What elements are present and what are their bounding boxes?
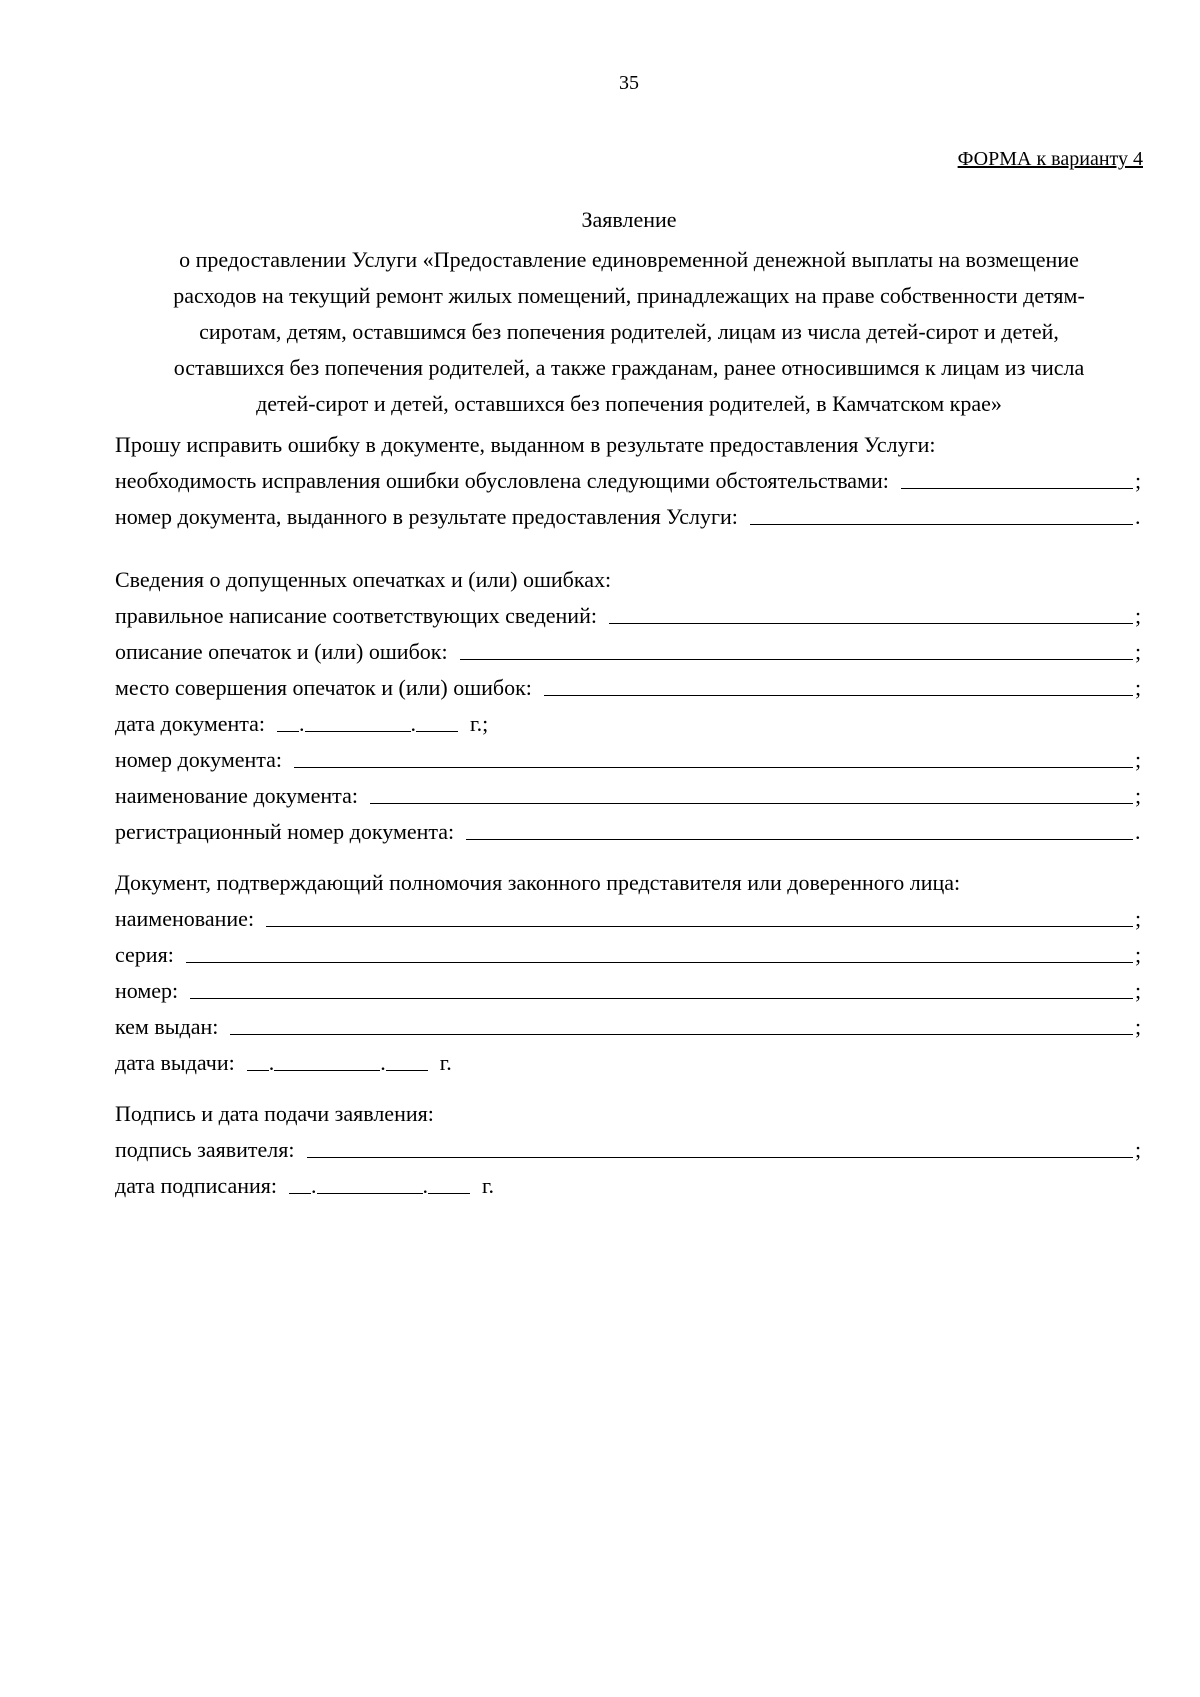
applicant-signature-field[interactable]: [307, 1131, 1133, 1158]
issue-date-field[interactable]: . .: [247, 1044, 428, 1076]
registration-number-field[interactable]: [466, 813, 1133, 840]
request-heading: Прошу исправить ошибку в документе, выданном в результате предоставления Услуги:: [115, 432, 936, 457]
document-name-label: наименование документа:: [115, 783, 358, 808]
document-date-suffix: г.;: [470, 711, 489, 736]
request-section: Прошу исправить ошибку в документе, выданном в результате предоставления Услуги: необходимость исправления ошибки обусловлена следующими обстоятельствами: ; номер документа, выданного в результате предоставления Услуги: .: [115, 432, 1142, 529]
document-subtitle: [115, 242, 1143, 422]
authority-number-label: номер:: [115, 978, 179, 1003]
series-field[interactable]: [186, 936, 1133, 963]
document-title: Заявление: [581, 207, 677, 232]
signing-date-field[interactable]: . .: [289, 1167, 470, 1199]
signature-heading: Подпись и дата подачи заявления:: [115, 1101, 434, 1126]
signature-section: Подпись и дата подачи заявления: подпись заявителя: ; дата подписания: . . г.: [115, 1101, 1142, 1198]
document-date-label: дата документа:: [115, 711, 266, 736]
subtitle-line: о предоставлении Услуги «Предоставление единовременной денежной выплаты на возмещение: [179, 247, 1079, 272]
authority-section: Документ, подтверждающий полномочия законного представителя или доверенного лица: наименование: ; серия: ; номер: ; кем выдан: ; дата выдачи: . . г.: [115, 870, 1142, 1075]
authority-number-field[interactable]: [190, 972, 1133, 999]
authority-heading: Документ, подтверждающий полномочия законного представителя или доверенного лица:: [115, 870, 961, 895]
issue-date-suffix: г.: [439, 1050, 452, 1075]
authority-name-label: наименование:: [115, 906, 255, 931]
document-number-field[interactable]: [294, 741, 1133, 768]
subtitle-line: сиротам, детям, оставшимся без попечения родителей, лицам из числа детей-сирот и детей,: [199, 319, 1059, 344]
document-date-field[interactable]: . .: [277, 705, 458, 737]
correct-spelling-label: правильное написание соответствующих сведений:: [115, 603, 597, 628]
issued-doc-number-label: номер документа, выданного в результате предоставления Услуги:: [115, 504, 738, 529]
issued-by-label: кем выдан:: [115, 1014, 219, 1039]
error-place-label: место совершения опечаток и (или) ошибок:: [115, 675, 532, 700]
error-place-field[interactable]: [544, 669, 1133, 696]
errors-heading: Сведения о допущенных опечатках и (или) ошибках:: [115, 567, 612, 592]
applicant-signature-label: подпись заявителя:: [115, 1137, 295, 1162]
reason-label: необходимость исправления ошибки обусловлена следующими обстоятельствами:: [115, 468, 889, 493]
page-number: 35: [619, 72, 639, 94]
subtitle-line: расходов на текущий ремонт жилых помещений, принадлежащих на праве собственности детям-: [173, 283, 1085, 308]
signing-date-suffix: г.: [482, 1173, 495, 1198]
document-number-label: номер документа:: [115, 747, 283, 772]
issued-doc-number-field[interactable]: [750, 498, 1133, 525]
registration-number-label: регистрационный номер документа:: [115, 819, 455, 844]
form-reference: ФОРМА к варианту 4: [957, 148, 1143, 170]
signing-date-label: дата подписания:: [115, 1173, 277, 1198]
series-label: серия:: [115, 942, 174, 967]
error-description-label: описание опечаток и (или) ошибок:: [115, 639, 448, 664]
subtitle-line: детей-сирот и детей, оставшихся без попечения родителей, в Камчатском крае»: [256, 391, 1002, 416]
subtitle-line: оставшихся без попечения родителей, а также гражданам, ранее относившимся к лицам из числа: [173, 355, 1085, 380]
errors-section: Сведения о допущенных опечатках и (или) ошибках: правильное написание соответствующих сведений: ; описание опечаток и (или) ошибок: ; место совершения опечаток и (или) ошибок: ; дата документа: . . г.; номер документа: ; наименование документа: ; регистрационный номер документа: .: [115, 567, 1142, 844]
error-description-field[interactable]: [460, 633, 1133, 660]
issued-by-field[interactable]: [230, 1008, 1133, 1035]
correct-spelling-field[interactable]: [609, 597, 1133, 624]
issue-date-label: дата выдачи:: [115, 1050, 235, 1075]
document-name-field[interactable]: [370, 777, 1133, 804]
reason-field[interactable]: [901, 462, 1133, 489]
authority-name-field[interactable]: [266, 900, 1133, 927]
